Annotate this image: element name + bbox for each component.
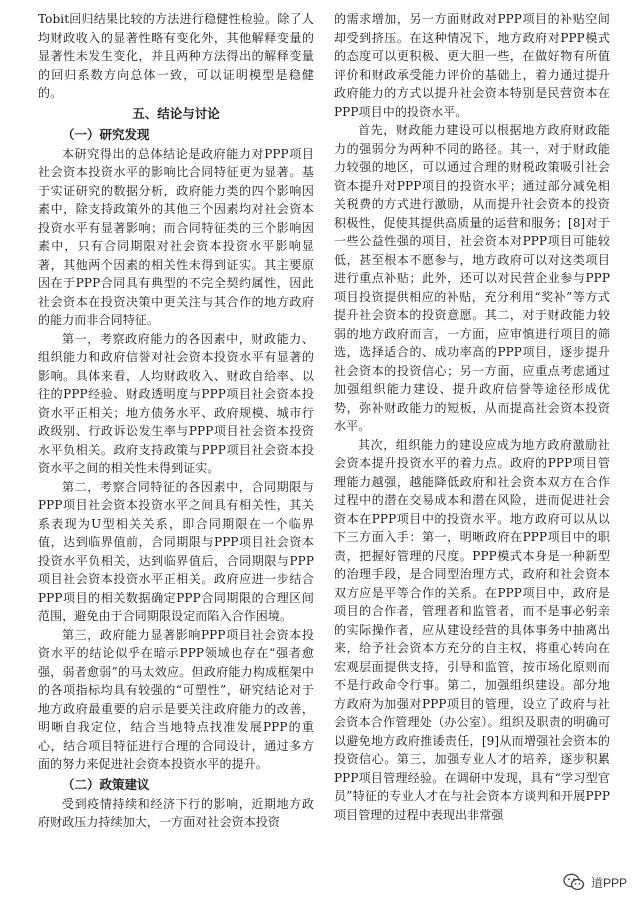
paragraph: 第一，考察政府能力的各因素中，财政能力、组织能力和政府信誉对社会资本投资水平有显著的影响。具体来看，人均财政收入、财政自给率、以往的PPP经验、财政透明度与PPP项目社会资本投资水平正相关；地方债务水平、政府规模、城市行政级别、行政诉讼发生率与PPP项目社会资本投资水平负相关。政府支持政策与PPP项目社会资本投资水平之间的相关性未得到证实。 [38, 331, 314, 475]
paragraph: 本研究得出的总体结论是政府能力对PPP项目社会资本投资水平的影响比合同特征更为显著。基于实证研究的数据分析，政府能力类的四个影响因素中，除支持政策外的其他三个因素均对社会资本投资水平有显著影响；而合同特征类的三个影响因素中，只有合同期限对社会资本投资水平影响显著，其他两个因素的相关性未得到证实。其主要原因在于PPP合同具有典型的不完全契约属性，因此社会资本在投资决策中更关注与其合作的地方政府的能力而非合同特征。 [38, 146, 314, 327]
paragraph: Tobit回归结果比较的方法进行稳健性检验。除了人均财政收入的显著性略有变化外，其他解释变量的显著性未发生变化，并且两种方法得出的解释变量的回归系数方向总体一致，可以证明模型是稳健的。 [38, 12, 314, 100]
subsection-heading: （二）政策建议 [62, 776, 150, 792]
paragraph: 第三，政府能力显著影响PPP项目社会资本投资水平的结论似乎在暗示PPP领域也存在“强者愈强，弱者愈弱”的马太效应。但政府能力构成框架中的各项指标均具有较强的“可塑性”，研究结论对于地方政府最重要的启示是要关注政府能力的改善，明晰自我定位，结合当地特点找准发展PPP的重心，结合项目特征进行合理的合同设计，通过多方面的努力来促进社会资本投资水平的提升。 [38, 627, 314, 771]
paragraph: 第二，考察合同特征的各因素中，合同期限与PPP项目社会资本投资水平之间具有相关性，其关系表现为U型相关关系，即合同期限在一个临界值，达到临界值前，合同期限与PPP项目社会资本投资水平负相关，达到临界值后，合同期限与PPP项目社会资本投资水平正相关。政府应进一步结合PPP项目的相关数据确定PPP合同期限的合理区间范围，避免由于合同期限设定而陷入合作困境。 [38, 479, 314, 623]
paragraph: 的需求增加，另一方面财政对PPP项目的补贴空间却受到挤压。在这种情况下，地方政府对PPP模式的态度可以更积极、更大胆一些，在做好物有所值评价和财政承受能力评价的基础上，着力通过提升政府能力的方式以提升社会资本特别是民营资本在PPP项目中的投资水平。 [334, 12, 610, 119]
left-column [38, 10, 314, 832]
paragraph: 其次，组织能力的建设应成为地方政府激励社会资本提升投资水平的着力点。政府的PPP项目管理能力越强，越能降低政府和社会资本双方在合作过程中的潜在交易成本和潜在风险，进而促进社会资本在PPP项目中的投资水平。地方政府可以从以下三方面入手：第一，明晰政府在PPP项目中的职责，把握好管理的尺度。PPP模式本身是一种新型的治理手段，是合同型治理方式，政府和社会资本双方应是平等合作的关系。在PPP项目中，政府是项目的合作者，管理者和监管者，而不是事必躬亲的实际操作者，应从建设经营的具体事务中抽离出来，给予社会资本方充分的自主权，将重心转向在宏观层面提供支持，引导和监管，按市场化原则而不是行政命令行事。第二，加强组织建设。部分地方政府为加强对PPP项目的管理，设立了政府与社会资本合作管理处（办公室）。组织及职责的明确可以避免地方政府推诿责任，[9]从而增强社会资本的投资信心。第三，加强专业人才的培养，逐步积累PPP项目管理经验。在调研中发现，具有“学习型官员”特征的专业人才在与社会资本方谈判和开展PPP项目管理的过程中表现出非常强 [334, 437, 610, 822]
wechat-icon [563, 873, 585, 891]
paragraph: 首先，财政能力建设可以根据地方政府财政能力的强弱分为两种不同的路径。其一，对于财政能力较强的地区，可以通过合理的财税政策吸引社会资本提升对PPP项目的投资水平；通过部分减免相关税费的方式进行激励，从而提升社会资本的投资积极性，促使其提供高质量的运营和服务；[8]对于一些公益性强的项目，社会资本对PPP项目可能较低，甚至根本不愿参与，地方政府可以对这类项目进行重点补贴；此外，还可以对民营企业参与PPP项目投资提供相应的补贴，充分利用“奖补”等方式提升社会资本的投资意愿。其二，对于财政能力较弱的地方政府而言，一方面，应审慎进行项目的筛选，选择适合的、成功率高的PPP项目，逐步提升社会资本的投资信心；另一方面，应重点考虑通过加强组织能力建设、提升政府信誉等途径形成优势，弥补财政能力的短板，从而提高社会资本投资水平。 [334, 123, 610, 433]
right-column [334, 10, 610, 824]
section-heading: 五、结论与讨论 [132, 105, 220, 121]
document-page [38, 10, 608, 870]
subsection-heading: （一）研究发现 [62, 126, 150, 142]
paragraph: 受到疫情持续和经济下行的影响，近期地方政府财政压力持续加大，一方面对社会资本投资 [38, 796, 314, 829]
watermark-label: 道PPP [590, 875, 627, 890]
wechat-watermark [563, 873, 627, 891]
